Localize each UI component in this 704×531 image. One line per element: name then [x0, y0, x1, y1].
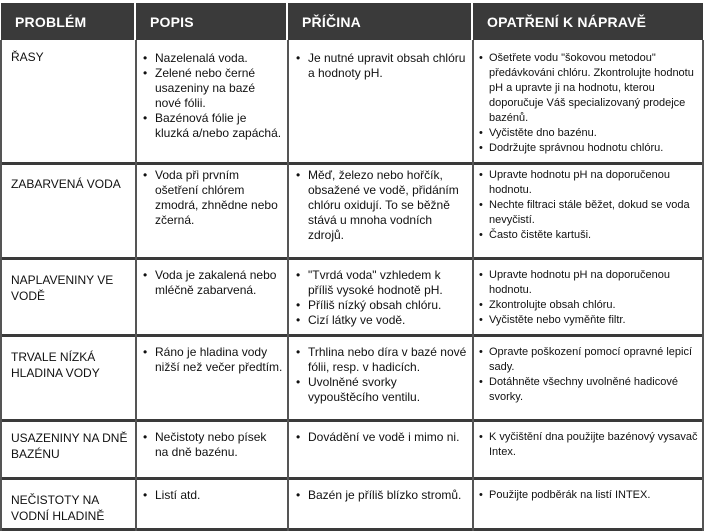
list-item: • Dodržujte správnou hodnotu chlóru.	[478, 141, 700, 156]
popis-cell	[141, 51, 283, 141]
popis-cell	[141, 430, 283, 460]
problem-label: NAPLAVENINY VE VODĚ	[11, 273, 114, 303]
row-separator	[1, 419, 703, 422]
pricina-cell	[294, 430, 468, 445]
problem-label: ŘASY	[11, 50, 44, 64]
naprava-cell	[478, 488, 700, 503]
column-separator	[287, 40, 289, 531]
list-item: • Voda je zakalená nebo mléčně zabarvená.	[141, 268, 283, 298]
list-item: • Nečistoty nebo písek na dně bazénu.	[141, 430, 283, 460]
list-item: • Ráno je hladina vody nižší než večer předtím.	[141, 345, 283, 375]
naprava-cell	[478, 268, 700, 328]
list-item: • Použijte podběrák na listí INTEX.	[478, 488, 700, 503]
list-item: • Uvolněné svorky vypouštěcího ventilu.	[294, 375, 468, 405]
list-item: • Dotáhněte všechny uvolněné hadicové svorky.	[478, 375, 700, 405]
list-item: • "Tvrdá voda" vzhledem k příliš vysoké hodnotě pH.	[294, 268, 468, 298]
list-item: • Trhlina nebo díra v bazé nové fólii, resp. v hadicích.	[294, 345, 468, 375]
list-item: • Často čistěte kartuši.	[478, 228, 700, 243]
list-item: • Ošetřete vodu "šokovou metodou" předávkováni chlóru. Zkontrolujte hodnotu pH a upravte ji na hodnotu, kterou doporučuje Váš specializovaný prodejce bazénů.	[478, 51, 700, 126]
list-item: • Listí atd.	[141, 488, 283, 503]
naprava-cell	[478, 345, 700, 405]
column-separator	[135, 40, 137, 531]
list-item: • Zelené nebo černé usazeniny na bazé nové fólii.	[141, 66, 283, 111]
popis-cell	[141, 168, 283, 228]
list-item: • Nechte filtraci stále běžet, dokud se voda nevyčistí.	[478, 198, 700, 228]
pricina-cell	[294, 345, 468, 405]
row-separator	[1, 334, 703, 337]
list-item: • Opravte poškození pomocí opravné lepicí sady.	[478, 345, 700, 375]
header-naprava: OPATŘENÍ K NÁPRAVĚ	[473, 3, 703, 40]
header-popis: POPIS	[136, 3, 288, 40]
naprava-cell	[478, 430, 700, 460]
list-item: • Dovádění ve vodě i mimo ni.	[294, 430, 468, 445]
list-item: • K vyčištění dna použijte bazénový vysavač Intex.	[478, 430, 700, 460]
list-item: • Vyčistěte dno bazénu.	[478, 126, 700, 141]
list-item: • Upravte hodnotu pH na doporučenou hodnotu.	[478, 168, 700, 198]
pricina-cell	[294, 168, 468, 243]
list-item: • Bazénová fólie je kluzká a/nebo zapáchá.	[141, 111, 283, 141]
header-problem: PROBLÉM	[1, 3, 136, 40]
popis-cell	[141, 488, 283, 503]
row-separator	[1, 162, 703, 165]
row-separator	[1, 257, 703, 260]
list-item: • Měď, železo nebo hořčík, obsažené ve vodě, přidáním chlóru oxidují. To se běžně stává u mnoha vodních zdrojů.	[294, 168, 468, 243]
problem-label: TRVALE NÍZKÁ HLADINA VODY	[11, 350, 100, 380]
problem-label: ZABARVENÁ VODA	[11, 177, 121, 191]
column-separator	[472, 40, 474, 531]
list-item: • Zkontrolujte obsah chlóru.	[478, 298, 700, 313]
problem-label: USAZENINY NA DNĚ BAZÉNU	[11, 431, 128, 461]
pricina-cell	[294, 51, 468, 81]
popis-cell	[141, 268, 283, 298]
list-item: • Je nutné upravit obsah chlóru a hodnoty pH.	[294, 51, 468, 81]
list-item: • Nazelenalá voda.	[141, 51, 283, 66]
problem-label: NEČISTOTY NA VODNÍ HLADINĚ	[11, 493, 105, 523]
list-item: • Vyčistěte nebo vyměňte filtr.	[478, 313, 700, 328]
pricina-cell	[294, 268, 468, 328]
header-pricina: PŘÍČINA	[288, 3, 473, 40]
list-item: • Bazén je příliš blízko stromů.	[294, 488, 468, 503]
pricina-cell	[294, 488, 468, 503]
list-item: • Voda při prvním ošetření chlórem zmodrá, zhnědne nebo zčerná.	[141, 168, 283, 228]
row-separator	[1, 477, 703, 480]
list-item: • Upravte hodnotu pH na doporučenou hodnotu.	[478, 268, 700, 298]
naprava-cell	[478, 51, 700, 156]
popis-cell	[141, 345, 283, 375]
list-item: • Cizí látky ve vodě.	[294, 313, 468, 328]
list-item: • Příliš nízký obsah chlóru.	[294, 298, 468, 313]
naprava-cell	[478, 168, 700, 243]
